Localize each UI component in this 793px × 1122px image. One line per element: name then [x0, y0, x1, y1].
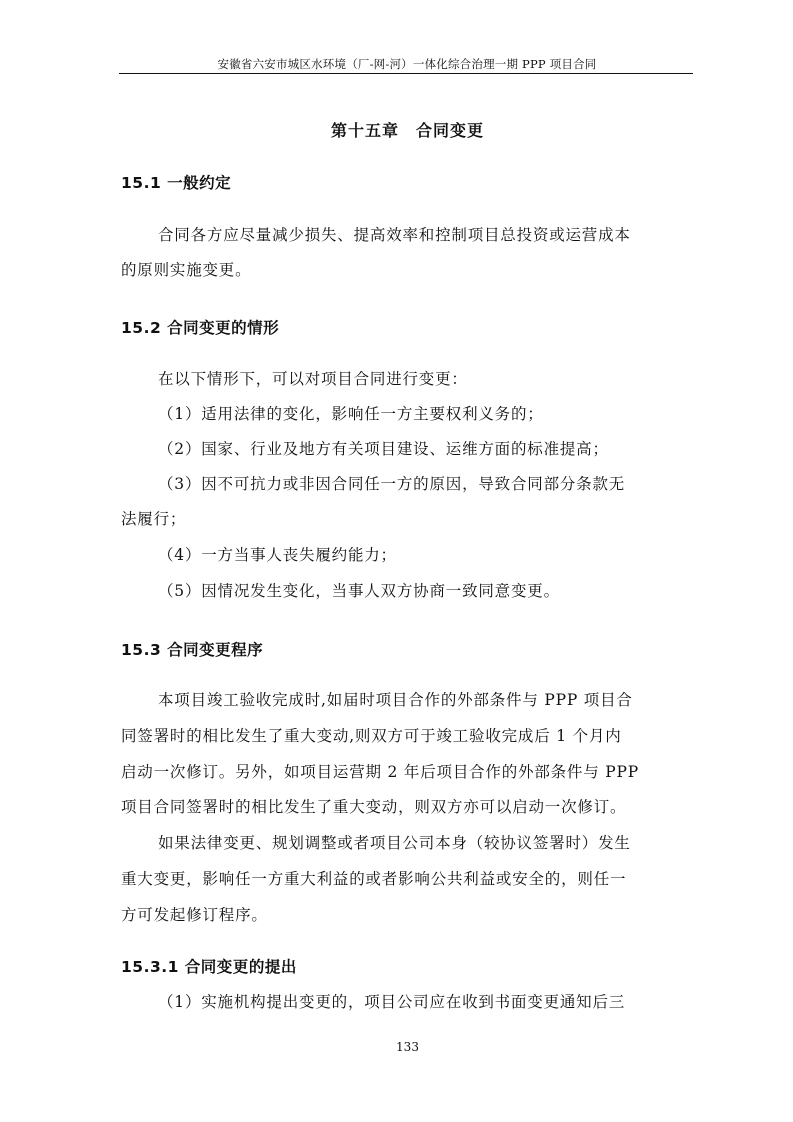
- list-item: （5）因情况发生变化，当事人双方协商一致同意变更。: [158, 582, 560, 600]
- paragraph-line: 项目合同签署时的相比发生了重大变动，则双方亦可以启动一次修订。: [121, 798, 627, 816]
- paragraph-line: 的原则实施变更。: [121, 261, 252, 279]
- paragraph-line: 方可发起修订程序。: [121, 906, 268, 924]
- list-item: （3）因不可抗力或非因合同任一方的原因，导致合同部分条款无: [158, 475, 626, 493]
- paragraph-line: 启动一次修订。另外，如项目运营期 2 年后项目合作的外部条件与 PPP: [121, 763, 639, 781]
- chapter-title: 第十五章 合同变更: [330, 121, 484, 140]
- paragraph-line: 在以下情形下，可以对项目合同进行变更：: [158, 370, 468, 388]
- running-header: 安徽省六安市城区水环境（厂-网-河）一体化综合治理一期 PPP 项目合同: [217, 57, 597, 71]
- list-item: （1）适用法律的变化，影响任一方主要权利义务的；: [158, 405, 544, 423]
- list-item: （1）实施机构提出变更的，项目公司应在收到书面变更通知后三: [158, 993, 626, 1011]
- section-heading-15-3-1: 15.3.1 合同变更的提出: [121, 958, 297, 976]
- paragraph-line: 法履行；: [121, 510, 187, 528]
- paragraph-line: 本项目竣工验收完成时,如届时项目合作的外部条件与 PPP 项目合: [158, 691, 633, 709]
- header-rule: [119, 73, 693, 74]
- paragraph-line: 重大变更，影响任一方重大利益的或者影响公共利益或安全的，则任一: [121, 870, 627, 888]
- list-item: （2）国家、行业及地方有关项目建设、运维方面的标准提高；: [158, 440, 609, 458]
- page-number: 133: [396, 1040, 419, 1054]
- section-heading-15-2: 15.2 合同变更的情形: [121, 319, 280, 337]
- paragraph-line: 合同各方应尽量减少损失、提高效率和控制项目总投资或运营成本: [158, 226, 631, 244]
- section-heading-15-1: 15.1 一般约定: [121, 174, 232, 192]
- section-heading-15-3: 15.3 合同变更程序: [121, 641, 264, 659]
- paragraph-line: 如果法律变更、规划调整或者项目公司本身（较协议签署时）发生: [158, 834, 631, 852]
- paragraph-line: 同签署时的相比发生了重大变动,则双方可于竣工验收完成后 1 个月内: [121, 727, 622, 745]
- list-item: （4）一方当事人丧失履约能力；: [158, 546, 397, 564]
